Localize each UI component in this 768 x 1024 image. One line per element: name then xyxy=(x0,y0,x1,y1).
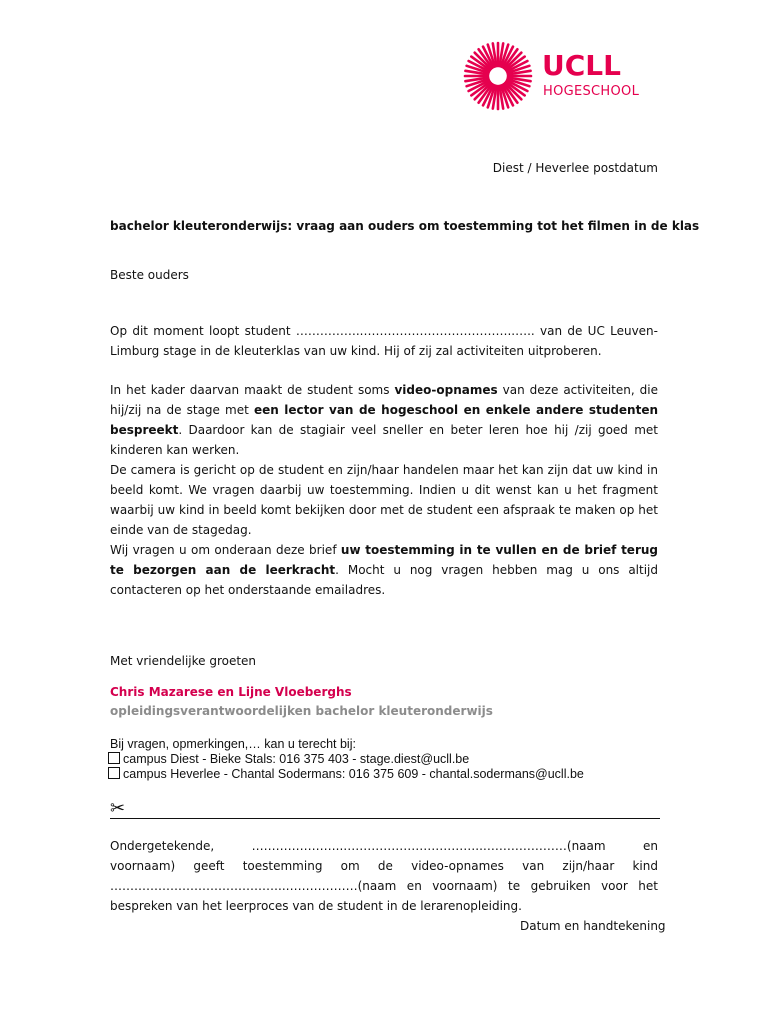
place-date: Diest / Heverlee postdatum xyxy=(492,161,658,175)
contact-heverlee-text: campus Heverlee - Chantal Sodermans: 016 375 609 - chantal.sodermans@ucll.be xyxy=(123,767,584,781)
cut-line xyxy=(110,818,660,819)
p2-bold-lector: een lector van de hogeschool en enkele andere studenten bespreekt xyxy=(110,403,658,437)
p4-text-c: . Mocht u nog vragen hebben mag u ons altijd contacteren op het onderstaande emailadres. xyxy=(110,563,658,597)
p2-bold-video: video-opnames xyxy=(394,383,498,397)
p2-text-c: van deze activiteiten, die hij/zij na de stage met xyxy=(110,383,658,417)
logo-brand: UCLL xyxy=(542,49,621,82)
contact-item-diest xyxy=(108,752,469,767)
letter-subject: bachelor kleuteronderwijs: vraag aan ouders om toestemming tot het filmen in de klas xyxy=(110,219,700,233)
contact-item-heverlee xyxy=(108,767,584,782)
paragraph-request xyxy=(110,540,658,600)
ucll-sunburst-icon xyxy=(462,40,534,112)
logo-subtitle: HOGESCHOOL xyxy=(543,84,640,99)
checkbox[interactable] xyxy=(108,767,120,779)
contact-diest-text: campus Diest - Bieke Stals: 016 375 403 - stage.diest@ucll.be xyxy=(123,752,470,766)
ucll-logo xyxy=(462,40,662,110)
paragraph-intro: Op dit moment loopt student ……………..………………………………..….. van de UC Leuven-Limburg stage in de kleuterklas van uw kind. Hij of zij zal activiteiten uitproberen. xyxy=(110,324,658,358)
signers-role: opleidingsverantwoordelijken bachelor kleuteronderwijs xyxy=(110,704,493,718)
paragraph-camera: De camera is gericht op de student en zijn/haar handelen maar het kan zijn dat uw kind in beeld komt. We vragen daarbij uw toestemming. Indien u dit wenst kan u het fragment waarbij uw kind in beeld komt bekijken door met de student een afspraak te maken op het einde van de stagedag. xyxy=(110,463,658,537)
p2-text-e: . Daardoor kan de stagiair veel sneller en beter leren hoe hij /zij goed met kinderen kan werken. xyxy=(110,423,658,457)
signature-label: Datum en handtekening xyxy=(520,919,666,933)
p2-text-a: In het kader daarvan maakt de student soms xyxy=(110,383,395,397)
p4-bold-request: uw toestemming in te vullen en de brief terug te bezorgen aan de leerkracht xyxy=(110,543,659,577)
paragraph-video xyxy=(110,380,658,460)
p4-text-a: Wij vragen u om onderaan deze brief xyxy=(110,543,341,557)
closing: Met vriendelijke groeten xyxy=(110,654,257,668)
salutation: Beste ouders xyxy=(110,268,189,282)
consent-form-text: Ondergetekende, …………………..……………………………..…………………(naam en voornaam) geeft toestemming om de video-opnames van zijn/haar kind ……………………………………..………………(naam en voornaam) te gebruiken voor het bespreken van het leerproces van de student in de lerarenopleiding. xyxy=(110,839,658,913)
contact-intro: Bij vragen, opmerkingen,… kan u terecht bij: xyxy=(110,737,356,751)
scissors-icon: ✂ xyxy=(110,798,126,819)
checkbox[interactable] xyxy=(108,752,120,764)
signers-names: Chris Mazarese en Lijne Vloeberghs xyxy=(110,685,352,699)
